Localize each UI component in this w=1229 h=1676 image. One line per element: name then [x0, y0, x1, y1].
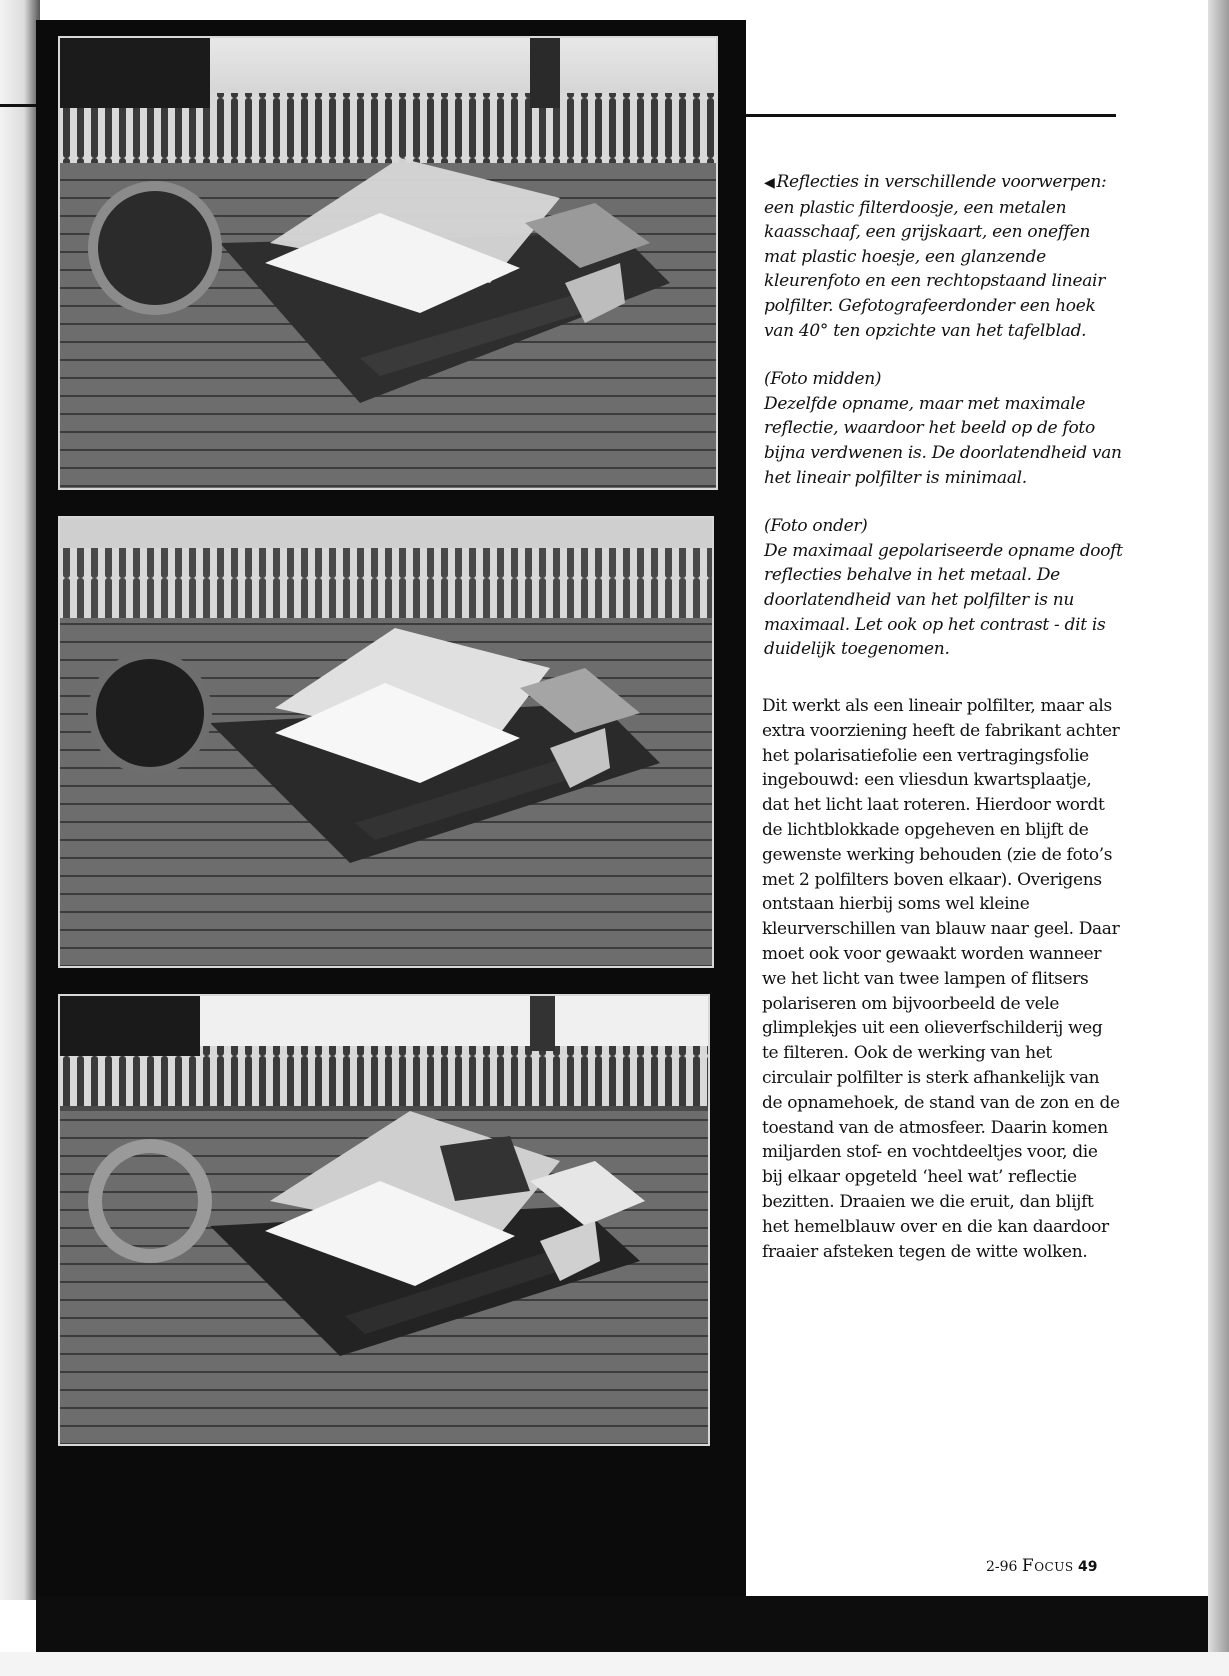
photo-bottom: [58, 994, 710, 1446]
folio-issue: 2-96: [986, 1559, 1018, 1575]
arrow-left-icon: ◀: [764, 175, 775, 191]
folio: [986, 1556, 1098, 1576]
caption-bottom-text: De maximaal gepolariseerde opname dooft reflecties behalve in het metaal. De doorlatendheid van het polfilter is nu maximaal. Let ook op het contrast - dit is duidelijk toegenomen.: [764, 540, 1123, 660]
header-rule: [746, 114, 1116, 117]
caption-bottom: [764, 514, 1124, 662]
photo-top-image: [60, 38, 716, 488]
caption-column: [764, 170, 1124, 686]
caption-middle-text: Dezelfde opname, maar met maximale reflectie, waardoor het beeld op de foto bijna verdwenen is. De doorlatendheid van het lineair polfilter is minimaal.: [764, 393, 1122, 488]
page-edge: [0, 0, 40, 1600]
caption-top-text: Reflecties in verschillende voorwerpen: een plastic filterdoosje, een metalen kaasschaaf, een grijskaart, een oneffen mat plastic hoesje, een glanzende kleurenfoto en een rechtopstaand lineair polfilter. Gefotografeerdonder een hoek van 40° ten opzichte van het tafelblad.: [764, 172, 1107, 341]
caption-middle: [764, 367, 1124, 490]
photo-middle-image: [60, 518, 712, 966]
caption-middle-label: (Foto midden): [764, 369, 882, 390]
bottom-black-band: [36, 1596, 1216, 1652]
folio-page-number: 49: [1078, 1559, 1098, 1575]
caption-bottom-label: (Foto onder): [764, 516, 868, 537]
body-column: [762, 694, 1122, 1264]
caption-top: [764, 170, 1124, 343]
folio-magazine: Focus: [1021, 1556, 1074, 1576]
photo-bottom-image: [60, 996, 708, 1444]
photo-top: [58, 36, 718, 490]
body-paragraph: Dit werkt als een lineair polfilter, maar als extra voorziening heeft de fabrikant achter het polarisatiefolie een vertragingsfolie ingebouwd: een vliesdun kwartsplaatje, dat het licht laat roteren. Hierdoor wordt de lichtblokkade opgeheven en blijft de gewenste werking behouden (zie de foto’s met 2 polfilters boven elkaar). Overigens ontstaan hierbij soms wel kleine kleurverschillen van blauw naar geel. Daar moet ook voor gewaakt worden wanneer we het licht van twee lampen of flitsers polariseren om bijvoorbeeld de vele glimplekjes uit een olieverfschilderij weg te filteren. Ook de werking van het circulair polfilter is sterk afhankelijk van de opnamehoek, de stand van de zon en de toestand van de atmosfeer. Daarin komen miljarden stof- en vochtdeeltjes voor, die bij elkaar opgeteld ‘heel wat’ reflectie bezitten. Draaien we die eruit, dan blijft het hemelblauw over en die kan daardoor fraaier afsteken tegen de witte wolken.: [762, 696, 1120, 1262]
photo-middle: [58, 516, 714, 968]
right-page-edge: [1208, 0, 1229, 1676]
left-rule: [0, 104, 36, 107]
bottom-margin: [0, 1652, 1229, 1676]
